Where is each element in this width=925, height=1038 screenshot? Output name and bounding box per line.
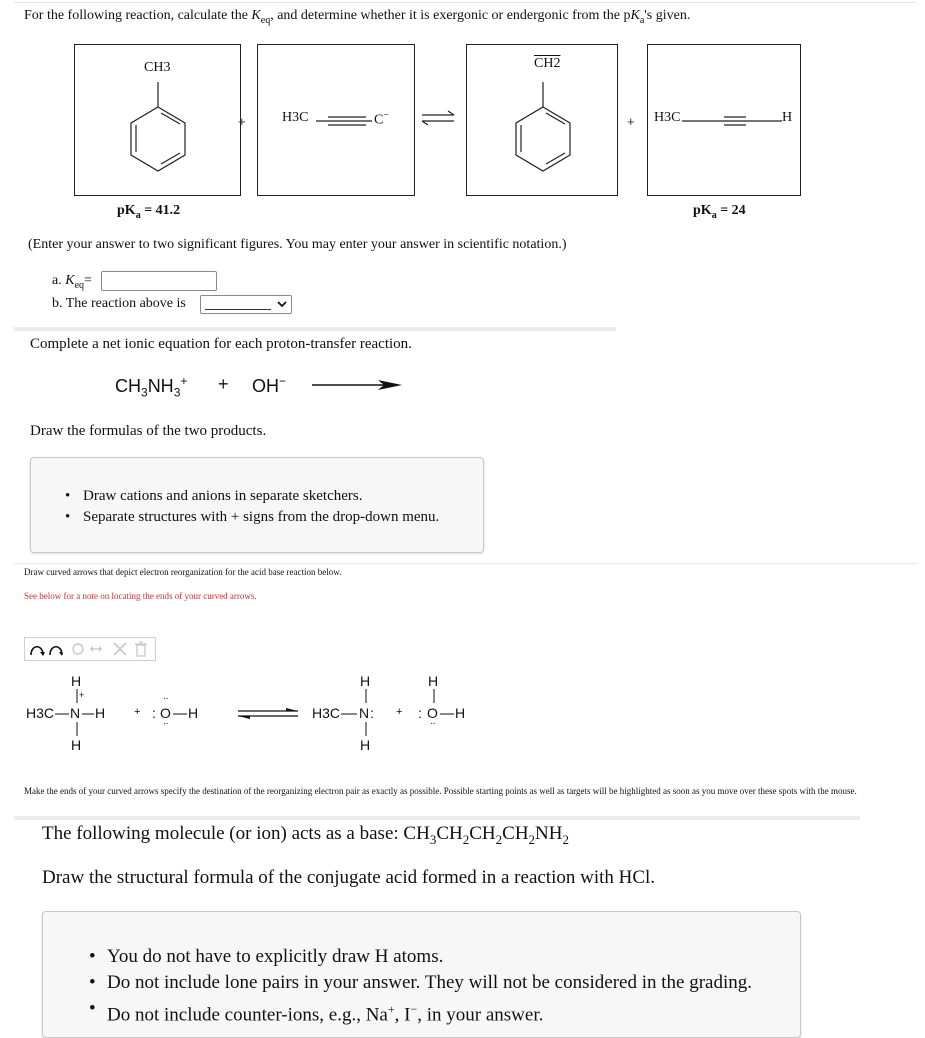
atom-h3c-2[interactable]: H3C [312,705,341,721]
product-1-label: CH2 [534,56,561,71]
bond-nh-bottom [75,722,79,736]
lone-pair-colon-1: : [152,705,156,721]
curved-arrow-instruction: Draw curved arrows that depict electron reorganization for the acid base reaction below. [24,567,342,577]
plus-right: + [396,706,403,718]
plus-left: + [134,706,141,718]
arrow-toolbar [24,637,156,661]
section-divider-1 [14,327,616,331]
part-b-label: b. The reaction above is [52,296,186,311]
atom-h-oh-1[interactable]: H [188,705,199,721]
bond-oh-1 [173,712,187,716]
double-arrow-icon[interactable] [87,640,105,658]
net-ionic-equation: $CH_3NH_3^+$ [115,374,188,400]
q4-bullet-list [85,944,752,1028]
question-2-heading: Complete a net ionic equation for each proton-transfer reaction. [30,336,412,352]
curved-arrow-footer-note: Make the ends of your curved arrows specify the destination of the reorganizing electron pair as exactly as possible. Possible starting points as well as targets will be highlighted as soon as you move over these spots with the mouse. [24,786,857,796]
bond-cn-2 [341,712,357,716]
bond-cn-1 [55,712,69,716]
reaction-arrow-icon [312,378,404,392]
q4-instructions-card [42,911,801,1038]
section-divider-3 [14,816,860,820]
bond-nh-bottom-2 [364,722,368,736]
atom-n-1[interactable]: N [70,705,81,721]
pka-product-label: $pK_a = 24$ [693,203,746,221]
atom-h-bottom-1[interactable]: H [71,737,82,753]
equilibrium-arrow-2-icon [236,707,300,721]
lone-pair-bottom-1: ·· [163,718,168,729]
q2-bullet-list [61,486,439,528]
product-2-right-label: H [782,110,793,125]
bond-oh-water [440,712,454,716]
lone-pair-colon-2: : [418,705,422,721]
lone-pair-n-2: : [370,705,374,721]
sig-fig-note: (Enter your answer to two significant figures. You may enter your answer in scientific notation.) [28,237,567,252]
equation-plus: + [218,374,229,394]
reactant-2-box [257,44,415,196]
keq-input[interactable] [101,271,217,291]
q2-instructions-card [30,457,484,553]
curved-arrow-red-note: See below for a note on locating the ends of your curved arrows. [24,591,257,601]
atom-h3c-1[interactable]: H3C [26,705,55,721]
reactant-2-right-label: C− [374,110,389,128]
atom-h-top-water[interactable]: H [428,673,439,689]
plus-sign-2: + [627,114,635,129]
close-icon[interactable] [111,640,129,658]
plus-sign-1: + [238,114,246,129]
curved-arrow-icon[interactable] [28,640,46,658]
half-arrow-icon[interactable] [47,640,65,658]
equation-hydroxide: OH− [252,374,287,396]
q2-bullet-1: • Draw cations and anions in separate sketchers. [61,486,439,507]
q4-bullet-3: • Do not include counter-ions, e.g., Na+, I−, in your answer. [85,996,752,1028]
atom-o-2[interactable]: O [427,705,438,721]
q2-bullet-2: • Separate structures with + signs from the drop-down menu. [61,507,439,528]
bond-nh-top-2 [364,689,368,703]
reaction-type-select[interactable] [200,295,292,314]
question-1-instruction: For the following reaction, calculate the $K_{eq}$, and determine whether it is exergonic or endergonic from the $pK_a's$ given. [24,8,691,26]
base-formula: $CH_3CH_2CH_2CH_2NH_2$ [403,823,569,847]
question-4-line-1: The following molecule (or ion) acts as a base: $CH_3CH_2CH_2CH_2NH_2$ [42,823,569,847]
atom-h-right-water[interactable]: H [455,705,466,721]
acid-base-drawing [24,665,484,755]
lone-pair-top-1: ·· [163,693,168,704]
q4-bullet-2: • Do not include lone pairs in your answer. They will not be considered in the grading. [85,970,752,996]
question-4-line-2: Draw the structural formula of the conjugate acid formed in a reaction with HCl. [42,867,656,888]
draw-products-prompt: Draw the formulas of the two products. [30,423,267,439]
atom-o-1[interactable]: O [160,705,171,721]
part-a-label: a. $K_{eq}=$ [52,273,92,291]
section-divider-2 [14,563,917,564]
chevron-down-icon [277,300,287,308]
n-plus-charge: + [79,690,85,700]
electron-icon[interactable] [69,640,87,658]
atom-h-right-1[interactable]: H [95,705,106,721]
product-2-left-label: H3C [654,110,681,125]
reactant-2-left-label: H3C [282,110,309,125]
bond-oh-top-water [432,689,436,703]
select-blank-line [205,309,271,310]
atom-h-top-1[interactable]: H [71,673,82,689]
reactant-1-label: CH3 [144,60,171,75]
atom-h-top-2[interactable]: H [360,673,371,689]
equilibrium-arrow-icon [418,108,458,128]
lone-pair-bottom-2: ·· [430,718,435,729]
atom-n-2[interactable]: N [359,705,370,721]
trash-icon[interactable] [132,640,150,658]
pka-reactant-label: $pK_a = 41.2$ [117,203,181,221]
bond-nh-right [82,712,94,716]
top-divider [14,2,917,3]
atom-h-bottom-2[interactable]: H [360,737,371,753]
q4-bullet-1: • You do not have to explicitly draw H atoms. [85,944,752,970]
